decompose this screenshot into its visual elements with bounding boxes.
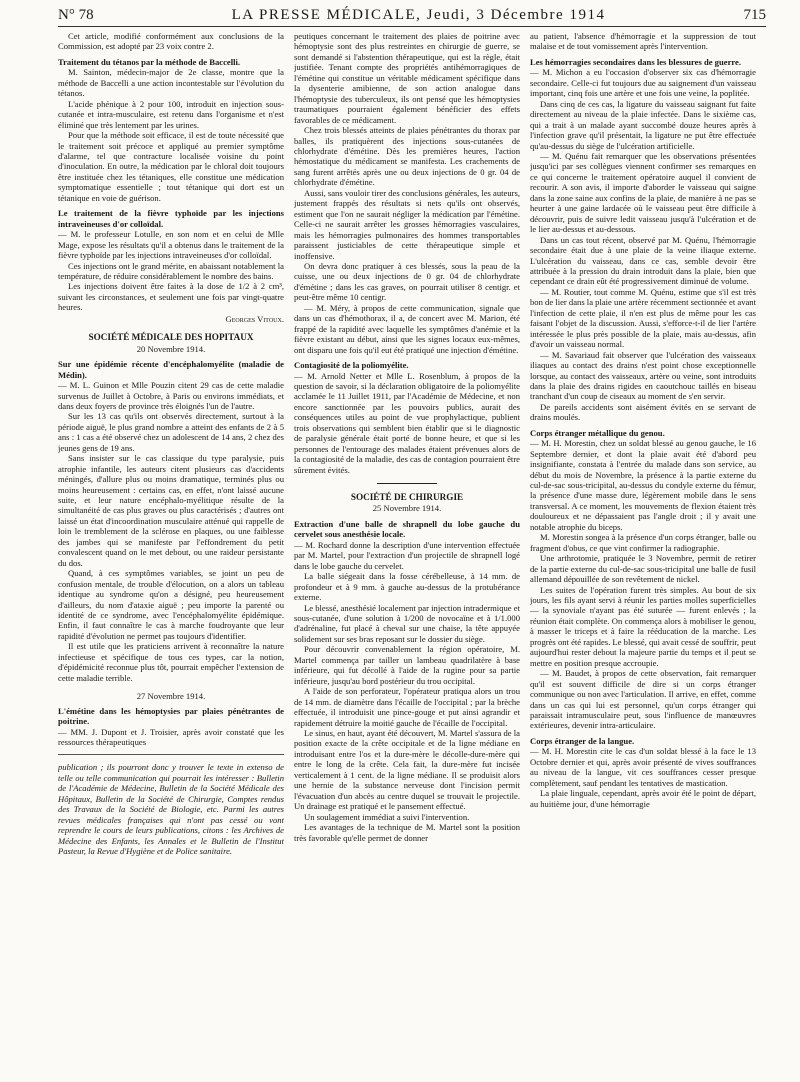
paragraph: Cet article, modifié conformément aux conclusions de la Commission, est adopté par 23 voix contre 2. <box>58 31 284 52</box>
paragraph: L'acide phénique à 2 pour 100, introduit en injection sous-cutanée et intra-musculaire, est retenu dans l'organisme et n'est éliminé que très lentement par les urines. <box>58 98 284 130</box>
section-date: 20 Novembre 1914. <box>136 343 206 354</box>
paragraph: Les avantages de la technique de M. Martel sont la position très favorable qu'elle permet de donner <box>294 822 520 843</box>
paragraph: au patient, l'absence d'hémorragie et la suppression de tout malaise et de tout vomissement après l'intervention. <box>530 31 756 52</box>
columns <box>58 31 766 1081</box>
paragraph: Dans un cas tout récent, observé par M. Quénu, l'hémorragie secondaire était due à une plaie de la veine iliaque externe. L'ulcération du vaisseau, dans ce cas, semble devoir être attribuée à la pression du drain introduit dans la plaie, bien que cependant ce drain eût été progressivement diminué de volume. <box>530 234 756 287</box>
paragraph: De pareils accidents sont aisément évités en se servant de drains moulés. <box>530 401 756 423</box>
paragraph: — M. Méry, à propos de cette communication, signale que dans un cas d'hémothorax, il a, de concert avec M. Marion, été frappé de la rapidité avec laquelle les symptômes d'anémie et la fièvre existant au début, ainsi que les signes locaux eux-mêmes, ont disparu une fois qu'il eut été pratiqué une injection d'émétine. <box>294 302 520 355</box>
paragraph: Les suites de l'opération furent très simples. Au bout de six jours, les fils ayant servi à réunir les parties molles superficielles — la synoviale n'ayant pas été suturée — furent enlevés ; la réunion était complète. On commença alors à mobiliser le genou, à masser le triceps et à faire la rééducation de la marche. Les progrès ont été rapides. Le blessé, qui avait cessé de souffrir, peut aujourd'hui rester debout la majeure partie du temps et il peut se mettre en position presque accroupie. <box>530 584 756 668</box>
article-heading: Corps étranger métallique du genou. <box>530 427 665 438</box>
paragraph: M. Sainton, médecin-major de 2e classe, montre que la méthode de Baccelli a une action incontestable sur l'évolution du tétanos. <box>58 67 284 99</box>
journal-title: LA PRESSE MÉDICALE, Jeudi, 3 Décembre 1914 <box>231 7 606 23</box>
paragraph: — M. H. Morestin cite le cas d'un soldat blessé à la face le 13 Octobre dernier et qui, après avoir présenté de vives souffrances au niveau de la langue, vit ces souffrances cesser presque complètement, sauf pendant les tentatives de mastication. <box>530 746 756 788</box>
column-2 <box>294 31 520 1081</box>
paragraph: Pour que la méthode soit efficace, il est de toute nécessité que le traitement soit précoce et appliqué au premier symptôme d'alarme, tel que contracture localisée voisine du point d'inoculation. En outre, la médication par le chloral doit toujours être instituée chez les tétaniques, elle constitue une médication symptomatique essentielle ; tout tétanique qui dort est un tétanique en voie de guérison. <box>58 130 284 203</box>
column-3 <box>530 31 756 1081</box>
section-date: 27 Novembre 1914. <box>136 691 206 702</box>
section-date: 25 Novembre 1914. <box>372 503 442 514</box>
page-header <box>58 6 766 27</box>
section-title: SOCIÉTÉ MÉDICALE DES HOPITAUX <box>88 332 254 343</box>
page-number: 715 <box>743 7 766 23</box>
paragraph: — M. L. Guinon et Mlle Pouzin citent 29 cas de cette maladie survenus de Juillet à Octobre, à Paris ou environs immédiats, et dans deux foyers de province très éloignés l'un de l'autre. <box>58 380 284 411</box>
author-signature: Georges Vitoux. <box>225 313 284 324</box>
paragraph: Il est utile que les praticiens arrivent à reconnaître la nature infectieuse et spécifique de tous ces types, car la notion, d'épidémicité reconnue plus tôt, pourrait empêcher l'extension de cette maladie terrible. <box>58 641 284 683</box>
paragraph: Dans cinq de ces cas, la ligature du vaisseau saignant fut faite directement au niveau de la plaie infectée. Dans le sixième cas, qui a trait à un malade ayant succombé douze heures après à l'infection grave qu'il présentait, la ligature ne put être effectuée qu'au-dessus du siège de l'ulcération artificielle. <box>530 98 756 151</box>
footnote: publication ; ils pourront donc y trouver le texte in extenso de telle ou telle communication qui pourrait les intéresser : Bulletin de l'Académie de Médecine, Bulletin de la Société Médicale des Hôpitaux, Bulletin de la Société de Chirurgie, Comptes rendus des Travaux de la Société de Biologie, etc. Parmi les autres revues médicales françaises qui n'ont pas cessé ou vont reprendre le cours de leurs publications, citons : les Archives de Médecine des Enfants, les Annales et le Bulletin de l'Institut Pasteur, la Revue d'Hygiène et de Police sanitaire. <box>58 762 284 857</box>
paragraph: Un soulagement immédiat a suivi l'intervention. <box>304 811 470 822</box>
paragraph: — M. Savariaud fait observer que l'ulcération des vaisseaux iliaques au contact des drains n'est point chose exceptionnelle lorsque, au contact des vaisseaux, artère ou veine, sont introduits dans la plaie des drains rigides en caoutchouc taillés en biseau tranchant d'un coup de ciseaux au moment de s'en servir. <box>530 349 756 402</box>
article-heading: Extraction d'une balle de shrapnell du lobe gauche du cervelet sous anesthésie locale. <box>294 518 520 540</box>
paragraph: — MM. J. Dupont et J. Troisier, après avoir constaté que les ressources thérapeutiques <box>58 726 284 747</box>
paragraph: A l'aide de son perforateur, l'opérateur pratiqua alors un trou de 14 mm. de diamètre dans l'écaille de l'occipital ; par la brèche effectuée, il introduisit une pince-gouge et put ainsi agrandir et rapidement détruire la moitié gauche de l'écaille de l'occipital. <box>294 686 520 728</box>
section-title: SOCIÉTÉ DE CHIRURGIE <box>350 492 464 503</box>
paragraph: Une arthrotomie, pratiquée le 3 Novembre, permit de retirer de la partie externe du cul-de-sac sous-tricipital une balle de fusil allemand dépouillée de son revêtement de nickel. <box>530 553 756 585</box>
issue-number: N° 78 <box>58 7 94 23</box>
paragraph: — M. Michon a eu l'occasion d'observer six cas d'hémorragie secondaire. Celle-ci fut toujours due au saignement d'un vaisseau important, cinq fois une artère et une fois une veine, la poplitée. <box>530 67 756 99</box>
paragraph: Quand, à ces symptômes variables, se joint un peu de confusion mentale, de trouble d'élocution, on a alors un tableau identique au syndrome qu'on a désigné, peu heureusement d'ailleurs, du nom d'ataxie aiguë ; peu importe la parenté ou identité de ce syndrome, avec l'encéphalomyélite épidémique. Enfin, il faut connaître le cas à marche foudroyante que leur rapidité d'évolution ne permet pas toujours d'identifier. <box>58 568 284 641</box>
paragraph: — M. Quénu fait remarquer que les observations présentées jusqu'ici par ses collègues viennent confirmer ses remarques en ce qui concerne le traitement opératoire auquel il convient de recourir. A son avis, il importe d'aborder le vaisseau qui saigne dans la zone saine aux confins de la plaie, de manière à ne pas se heurter à une gaine lardacée où le vaisseau peut être difficile à découvrir, puis de suivre ledit vaisseau jusqu'à l'ulcération et de le lier au-dessus et au-dessous. <box>530 150 756 235</box>
paragraph: peutiques concernant le traitement des plaies de poitrine avec hémoptysie sont des plus restreintes en chirurgie de guerre, se sont demandé si l'abstention thérapeutique, qui est la règle, était justifiée. Tenant compte des propriétés antihémorragiques de l'émétine qui constitue un véritable médicament spécifique dans la dysenterie amibienne, de son action analogue dans l'hémoptysie des tuberculeux, ils ont pensé que les hémoptysies traumatiques pourraient également bénéficier des effets favorables de ce médicament. <box>294 31 520 125</box>
article-heading: Le traitement de la fièvre typhoïde par les injections intraveineuses d'or colloïdal. <box>58 208 284 229</box>
paragraph: On devra donc pratiquer à ces blessés, sous la peau de la cuisse, une ou deux injections de 0 gr. 04 de chlorhydrate d'émétine ; dans les cas graves, on pourrait utiliser 8 centigr. et peut-être même 10 centigr. <box>294 260 520 303</box>
article-heading: Sur une épidémie récente d'encéphalomyélite (maladie de Médin). <box>58 359 284 380</box>
paragraph: — M. Routier, tout comme M. Quénu, estime que s'il est très bon de lier dans la plaie une artère récemment sectionnée et avant l'infection de cette plaie, il n'en est plus de même pour les cas faisant l'objet de la discussion. Aussi, s'efforce-t-il de lier l'artère intéressée le plus près possible de la plaie, mais au-dessus, afin d'avoir un vaisseau normal. <box>530 286 756 350</box>
paragraph: La balle siégeait dans la fosse cérébelleuse, à 14 mm. de profondeur et à 9 mm. à gauche au-dessus de la protubérance externe. <box>294 571 520 603</box>
paragraph: — M. le professeur Lotulle, en son nom et en celui de Mlle Mage, expose les résultats qu'il a obtenus dans le traitement de la fièvre typhoïde par les injections intraveineuses d'or colloïdal. <box>58 229 284 261</box>
paragraph: Les injections doivent être faites à la dose de 1/2 à 2 cm³, suivant les circonstances, et seulement une fois par vingt-quatre heures. <box>58 281 284 313</box>
paragraph: Sans insister sur le cas classique du type paralysie, puis atrophie infantile, les auteurs citent plusieurs cas d'accidents méningés, d'allure plus ou moins dramatique, terminés plus ou moins heureusement : certains cas, en effet, n'ont laissé aucune suite, et leur nature encéphalo-myélitique résulte de la simultanéité de cas plus graves ou plus caractérisés ; d'autres ont laissé un état d'incoordination musculaire atténué qui rappelle de loin le tremblement de la sclérose en plaques, ou une faiblesse des jambes qui se manifeste par l'effondrement du petit convalescent quand on le met debout, ou une raideur persistante du dos. <box>58 453 284 568</box>
divider <box>377 483 437 484</box>
paragraph: Pour découvrir convenablement la région opératoire, M. Martel commença par tailler un lambeau quadrilatère à base inférieure, qui fut décollé à l'aide de la rugine pour sa partie inférieure, jusqu'au bord postérieur du trou occipital. <box>294 644 520 686</box>
paragraph: — M. Baudet, à propos de cette observation, fait remarquer qu'il est souvent difficile de dire si un corps étranger communique ou non avec l'articulation. Il arrive, en effet, comme dans un cas qui lui est personnel, qu'un corps étranger qui paraissait intramusculaire peut, sous l'influence de manœuvres extérieures, devenir intra-articulaire. <box>530 668 756 731</box>
paragraph: La plaie linguale, cependant, après avoir été le point de départ, au huitième jour, d'une hémorragie <box>530 788 756 809</box>
paragraph: Ces injections ont le grand mérite, en abaissant notablement la température, de réduire considérablement le nombre des bains. <box>58 260 284 281</box>
paragraph: — M. H. Morestin, chez un soldat blessé au genou gauche, le 16 Septembre dernier, et dont la plaie avait été d'abord peu insignifiante, constata à l'entrée du malade dans son service, au début du mois de Novembre, la présence à la partie externe du cul-de-sac sous-tricipital, au-dessus du condyle externe du fémur, la présence d'une masse dure, légèrement mobile dans le sens transversal. A ce moment, les mouvements de flexion étaient très douloureux et ne dépassaient pas l'angle droit ; il y avait une notable atrophie du biceps. <box>530 438 756 532</box>
column-1 <box>58 31 284 1081</box>
paragraph: Chez trois blessés atteints de plaies pénétrantes du thorax par balles, ils pratiquèrent des injections sous-cutanées de chlorhydrate d'émétine. Dès les premières heures, l'action hémostatique du médicament se manifesta. Les crachements de sang furent arrêtés après une ou deux injections de 0 gr. 04 de chlorhydrate d'émétine. <box>294 125 520 188</box>
paragraph: Le sinus, en haut, ayant été découvert, M. Martel s'assura de la position exacte de la crête occipitale et de la ligne médiane en introduisant entre l'os et la dure-mère le décolle-dure-mère qui entre le long de la crête. Cela fait, la dure-mère fut incisée verticalement à 1 cent. de la ligne médiane. Il se produisit alors une hernie de la substance nerveuse dont l'incision permit l'évacuation d'un abcès au centre duquel se trouvait le projectile. Un drainage est pratiqué et le pansement effectué. <box>294 728 520 812</box>
divider <box>58 754 284 755</box>
article-heading: Les hémorragies secondaires dans les blessures de guerre. <box>530 56 742 67</box>
article-heading: Traitement du tétanos par la méthode de Baccelli. <box>58 56 241 67</box>
paragraph: — M. Arnold Netter et Mlle L. Rosenblum, à propos de la question de savoir, si la déclaration obligatoire de la poliomyélite acclamée le 11 Juillet 1911, par l'Académie de Médecine, et non encore sanctionnée par les pouvoirs publics, aurait des conséquences utiles au point de vue prophylactique, publient trois observations qui semblent bien établir que si le diagnostic de paralysie générale était porté de bonne heure, et que si les personnes de l'entourage des malades étaient prévenues alors de la contagiosité de la maladie, des cas de contagion pourraient être sûrement évités. <box>294 370 520 475</box>
article-heading: Contagiosité de la poliomyélite. <box>294 360 409 371</box>
paragraph: M. Morestin songea à la présence d'un corps étranger, balle ou fragment d'obus, ce que vint confirmer la radiographie. <box>530 532 756 553</box>
paragraph: Aussi, sans vouloir tirer des conclusions générales, les auteurs, justement frappés des résultats si nets qu'ils ont observés, estiment que l'on ne saurait négliger la médication par l'émétine. Celle-ci ne saurait arrêter les grosses hémorragies vasculaires, mais les hémorragies pulmonaires des hommes transportables paraissent justiciables de cette thérapeutique simple et inoffensive. <box>294 187 520 261</box>
article-heading: L'émétine dans les hémoptysies par plaies pénétrantes de poitrine. <box>58 705 284 727</box>
paragraph: Sur les 13 cas qu'ils ont observés directement, surtout à la période aiguë, le plus grand nombre a atteint des enfants de 2 à 5 ans : 1 cas a été observé chez un adolescent de 14 ans, 2 chez des jeunes gens de 19 ans. <box>58 411 284 453</box>
article-heading: Corps étranger de la langue. <box>530 735 635 746</box>
paragraph: — M. Rochard donne la description d'une intervention effectuée par M. Martel, pour l'extraction d'un projectile de shrapnell logé dans le lobe gauche du cervelet. <box>294 539 520 571</box>
paragraph: Le blessé, anesthésié localement par injection intradermique et sous-cutanée, d'une solution à 1/200 de novocaïne et à 1/1.000 d'adrénaline, fut placé à cheval sur une chaise, la tête appuyée solidement sur ses bras reposant sur le dossier du siège. <box>294 602 520 644</box>
